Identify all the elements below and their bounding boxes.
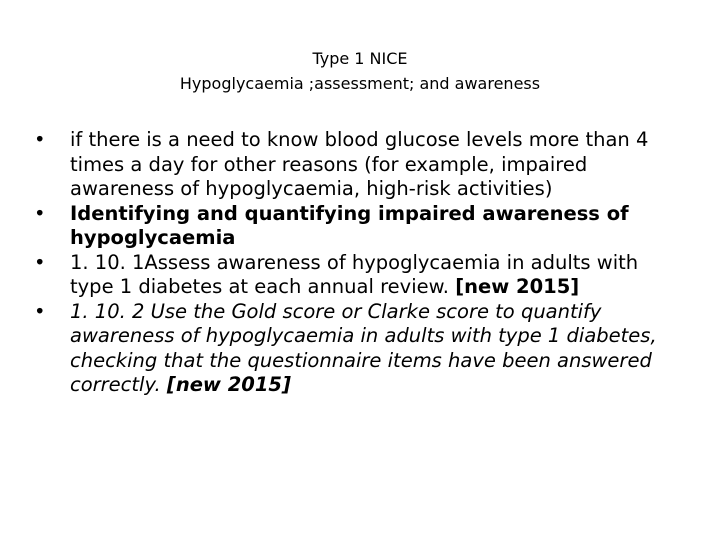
bullet-text: 1. 10. 1Assess awareness of hypoglycaemia in adults with type 1 diabetes at each annual review. [70,250,639,298]
bullet-text-italic: 1. 10. 2 Use the Gold score or Clarke score to quantify awareness of hypoglycaemia in adults with type 1 diabetes, checking that the questionnaire items have been answered correctly. [70,299,657,396]
title-line-1: Type 1 NICE [312,49,408,68]
new-2015-tag: [new 2015] [166,373,291,396]
bullet-marker: • [34,299,46,323]
bullet-text: if there is a need to know blood glucose levels more than 4 times a day for other reasons (for example, impaired awareness of hypoglycaemia, high‑risk activities) [70,128,649,200]
slide-title [0,46,720,96]
bullet-item-3 [30,251,670,300]
bullet-marker: • [34,201,46,225]
title-line-2: Hypoglycaemia ;assessment; and awareness [179,74,541,93]
bullet-marker: • [34,250,46,274]
new-2015-tag: [new 2015] [455,275,580,298]
bullet-item-2 [30,202,670,251]
bullet-item-4 [30,300,670,398]
bullet-list [30,128,670,398]
bullet-item-1 [30,128,670,202]
bullet-text-heading: Identifying and quantifying impaired awareness of hypoglycaemia [70,201,629,249]
bullet-marker: • [34,128,46,151]
